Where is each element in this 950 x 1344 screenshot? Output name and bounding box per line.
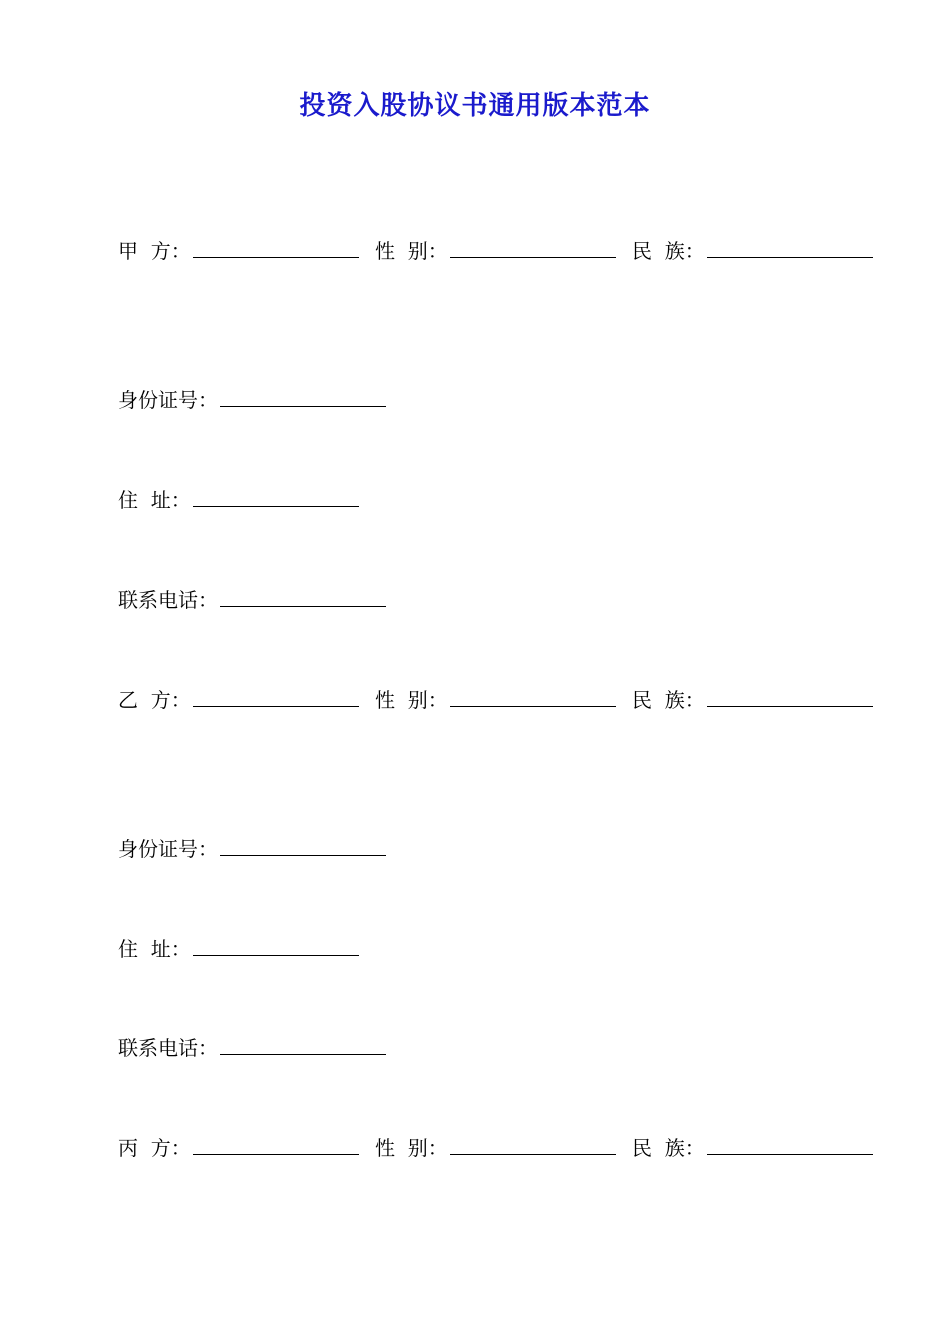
party-a-ethnicity-blank[interactable]: [707, 237, 873, 258]
ethnicity-label: 民 族：: [632, 239, 705, 263]
party-b-phone-row: [118, 1033, 386, 1063]
phone-label: 联系电话：: [118, 1036, 218, 1060]
party-c-row: [118, 1133, 878, 1163]
party-a-gender-field: [375, 236, 616, 266]
party-a-phone-row: [118, 585, 386, 615]
party-b-address-row: [118, 934, 359, 964]
party-a-ethnicity-field: [632, 236, 873, 266]
party-c-ethnicity-blank[interactable]: [707, 1134, 873, 1155]
gender-label: 性 别：: [375, 688, 448, 712]
ethnicity-label: 民 族：: [632, 1136, 705, 1160]
address-label: 住 址：: [118, 937, 191, 961]
party-a-id-row: [118, 385, 386, 415]
party-c-ethnicity-field: [632, 1133, 873, 1163]
party-b-label: 乙 方：: [118, 688, 191, 712]
party-a-phone-blank[interactable]: [220, 586, 386, 607]
document-title: 投资入股协议书通用版本范本: [299, 91, 651, 121]
party-b-field: [118, 685, 359, 715]
party-c-gender-field: [375, 1133, 616, 1163]
party-a-id-blank[interactable]: [220, 386, 386, 407]
party-a-blank[interactable]: [193, 237, 359, 258]
party-b-gender-blank[interactable]: [450, 686, 616, 707]
party-b-gender-field: [375, 685, 616, 715]
address-label: 住 址：: [118, 488, 191, 512]
party-b-id-blank[interactable]: [220, 835, 386, 856]
party-a-row: [118, 236, 878, 266]
party-b-id-row: [118, 834, 386, 864]
party-b-ethnicity-blank[interactable]: [707, 686, 873, 707]
gender-label: 性 别：: [375, 1136, 448, 1160]
id-number-label: 身份证号：: [118, 388, 218, 412]
party-c-blank[interactable]: [193, 1134, 359, 1155]
party-b-ethnicity-field: [632, 685, 873, 715]
party-c-field: [118, 1133, 359, 1163]
party-b-phone-blank[interactable]: [220, 1034, 386, 1055]
party-b-address-blank[interactable]: [193, 935, 359, 956]
phone-label: 联系电话：: [118, 588, 218, 612]
party-c-gender-blank[interactable]: [450, 1134, 616, 1155]
party-a-field: [118, 236, 359, 266]
ethnicity-label: 民 族：: [632, 688, 705, 712]
party-a-address-row: [118, 485, 359, 515]
party-b-row: [118, 685, 878, 715]
id-number-label: 身份证号：: [118, 837, 218, 861]
party-a-label: 甲 方：: [118, 239, 191, 263]
gender-label: 性 别：: [375, 239, 448, 263]
party-a-address-blank[interactable]: [193, 486, 359, 507]
party-b-blank[interactable]: [193, 686, 359, 707]
party-c-label: 丙 方：: [118, 1136, 191, 1160]
party-a-gender-blank[interactable]: [450, 237, 616, 258]
